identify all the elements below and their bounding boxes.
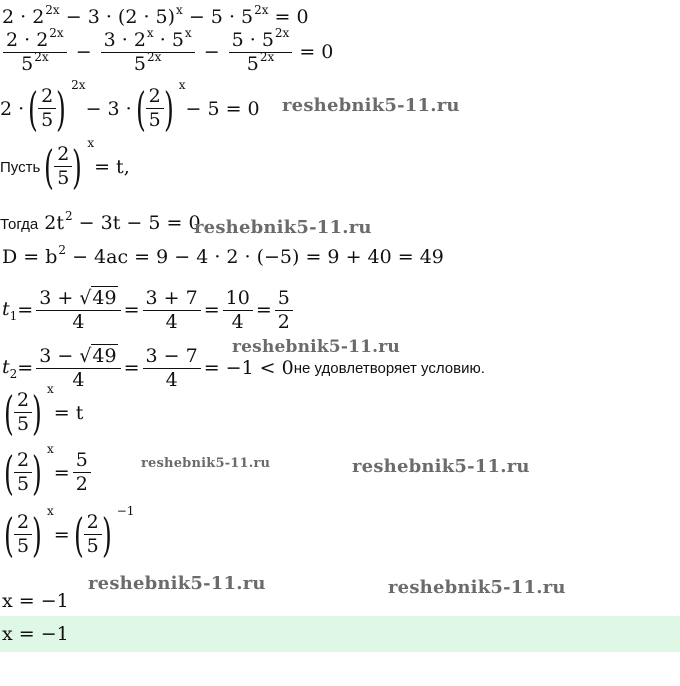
right-paren: ) bbox=[101, 508, 112, 562]
watermark: reshebnik5-11.ru bbox=[282, 95, 460, 116]
fraction-two-fifths: $\frac{2}{5}$ bbox=[14, 390, 32, 436]
fraction-two-fifths: $\frac{2}{5}$ bbox=[14, 450, 32, 496]
exponent: 2 bbox=[65, 209, 73, 223]
answer-highlight bbox=[0, 616, 680, 652]
equation-line-3 bbox=[0, 78, 260, 136]
left-paren: ( bbox=[44, 140, 55, 194]
fraction: $\frac{2 \cdot 2^{2x}}{5^{2x}}$ bbox=[3, 30, 67, 76]
left-paren: ( bbox=[73, 508, 84, 562]
right-paren: ) bbox=[32, 446, 42, 500]
back-substitution-3 bbox=[0, 504, 135, 562]
term: = t bbox=[53, 401, 84, 424]
right-paren: ) bbox=[32, 508, 42, 562]
term: = −1 bbox=[203, 357, 254, 380]
left-paren: ( bbox=[4, 386, 14, 440]
fraction-two-fifths: $\frac{2}{5}$ bbox=[146, 86, 164, 132]
term: D = b bbox=[2, 246, 58, 268]
term: = bbox=[53, 523, 70, 546]
fraction: $\frac{3 \cdot 2^x \cdot 5^x}{5^{2x}}$ bbox=[101, 30, 195, 76]
exponent: −1 bbox=[116, 504, 135, 518]
let-word: Пусть bbox=[0, 158, 41, 176]
right-paren: ) bbox=[163, 82, 174, 136]
fraction: $\frac{5 \cdot 5^{2x}}{5^{2x}}$ bbox=[229, 30, 293, 76]
fraction: $\frac{5}{2}$ bbox=[275, 288, 293, 334]
discriminant-line bbox=[2, 243, 444, 268]
equals-zero: = 0 bbox=[299, 41, 334, 64]
left-paren: ( bbox=[135, 82, 146, 136]
root-t1-line: $t_1$ = $\frac{3 + √49}{4}$ = $\frac{3 + 7}{4}$ = $\frac{10}{4}$ = $\frac{5}{2}$ bbox=[2, 288, 296, 334]
answer-line bbox=[2, 625, 69, 644]
term: 2t bbox=[38, 212, 64, 234]
term: = bbox=[53, 461, 70, 484]
result-line bbox=[2, 592, 69, 611]
back-substitution-2 bbox=[0, 442, 94, 500]
exponent: x bbox=[87, 136, 95, 150]
right-paren: ) bbox=[32, 386, 42, 440]
then-word: Тогда bbox=[0, 216, 39, 233]
answer-text: x = −1 bbox=[2, 623, 69, 645]
exponent: x bbox=[178, 78, 186, 92]
not-satisfy-text: не удовлетворяет условию. bbox=[293, 360, 485, 378]
term: = t, bbox=[94, 155, 130, 178]
watermark: reshebnik5-11.ru bbox=[88, 573, 266, 594]
fraction-two-fifths: $\frac{2}{5}$ bbox=[14, 512, 32, 558]
fraction: $\frac{3 - √49}{4}$ bbox=[36, 346, 120, 392]
minus-sign: − bbox=[75, 41, 92, 64]
exponent: 2x bbox=[254, 3, 269, 17]
watermark: reshebnik5-11.ru bbox=[141, 456, 271, 471]
left-paren: ( bbox=[28, 82, 39, 136]
exponent: x bbox=[47, 442, 54, 456]
fraction-two-fifths: $\frac{2}{5}$ bbox=[84, 512, 102, 558]
exponent: x bbox=[47, 382, 54, 396]
term: − 5 = 0 bbox=[185, 97, 260, 120]
fraction: $\frac{3 + √49}{4}$ bbox=[36, 288, 120, 334]
term: − 5 · 5 bbox=[182, 6, 254, 28]
fraction: $\frac{3 + 7}{4}$ bbox=[143, 288, 201, 334]
term: = 0 bbox=[268, 6, 309, 28]
exponent: 2 bbox=[58, 243, 67, 257]
term: − 3t − 5 = 0 bbox=[72, 212, 201, 234]
term: < 0 bbox=[259, 357, 294, 380]
right-paren: ) bbox=[56, 82, 67, 136]
watermark: reshebnik5-11.ru bbox=[194, 217, 372, 238]
fraction-two-fifths: $\frac{2}{5}$ bbox=[54, 144, 72, 190]
fraction: $\frac{10}{4}$ bbox=[223, 288, 253, 334]
minus-sign: − bbox=[203, 41, 220, 64]
back-substitution-1 bbox=[0, 382, 84, 440]
equation-line-1 bbox=[2, 3, 309, 28]
substitution-line bbox=[0, 136, 130, 194]
watermark: reshebnik5-11.ru bbox=[352, 456, 530, 477]
exponent: 2x bbox=[71, 78, 86, 92]
term: − 4ac = 9 − 4 · 2 · (−5) = 9 + 40 = 49 bbox=[66, 246, 444, 268]
term: − 3 · (2 · 5) bbox=[59, 6, 176, 28]
quadratic-line bbox=[0, 209, 201, 234]
equation-line-2 bbox=[0, 26, 334, 76]
exponent: 2x bbox=[45, 3, 60, 17]
left-paren: ( bbox=[4, 508, 14, 562]
right-paren: ) bbox=[72, 140, 83, 194]
fraction-five-halves: $\frac{5}{2}$ bbox=[73, 450, 91, 496]
term: 2 · 2 bbox=[2, 6, 45, 28]
fraction-two-fifths: $\frac{2}{5}$ bbox=[38, 86, 56, 132]
watermark: reshebnik5-11.ru bbox=[388, 577, 566, 598]
exponent: x bbox=[47, 504, 54, 518]
term: − 3 · bbox=[85, 97, 132, 120]
exponent: x bbox=[176, 3, 183, 17]
left-paren: ( bbox=[4, 446, 14, 500]
watermark: reshebnik5-11.ru bbox=[232, 337, 400, 357]
root-t2-line: $t_2$ = $\frac{3 - √49}{4}$ = $\frac{3 - 7}{4}$ = −1 < 0 не удовлетворяет условию. bbox=[2, 345, 485, 391]
term: x = −1 bbox=[2, 590, 69, 612]
term: 2 · bbox=[0, 97, 25, 120]
fraction: $\frac{3 - 7}{4}$ bbox=[143, 346, 201, 392]
